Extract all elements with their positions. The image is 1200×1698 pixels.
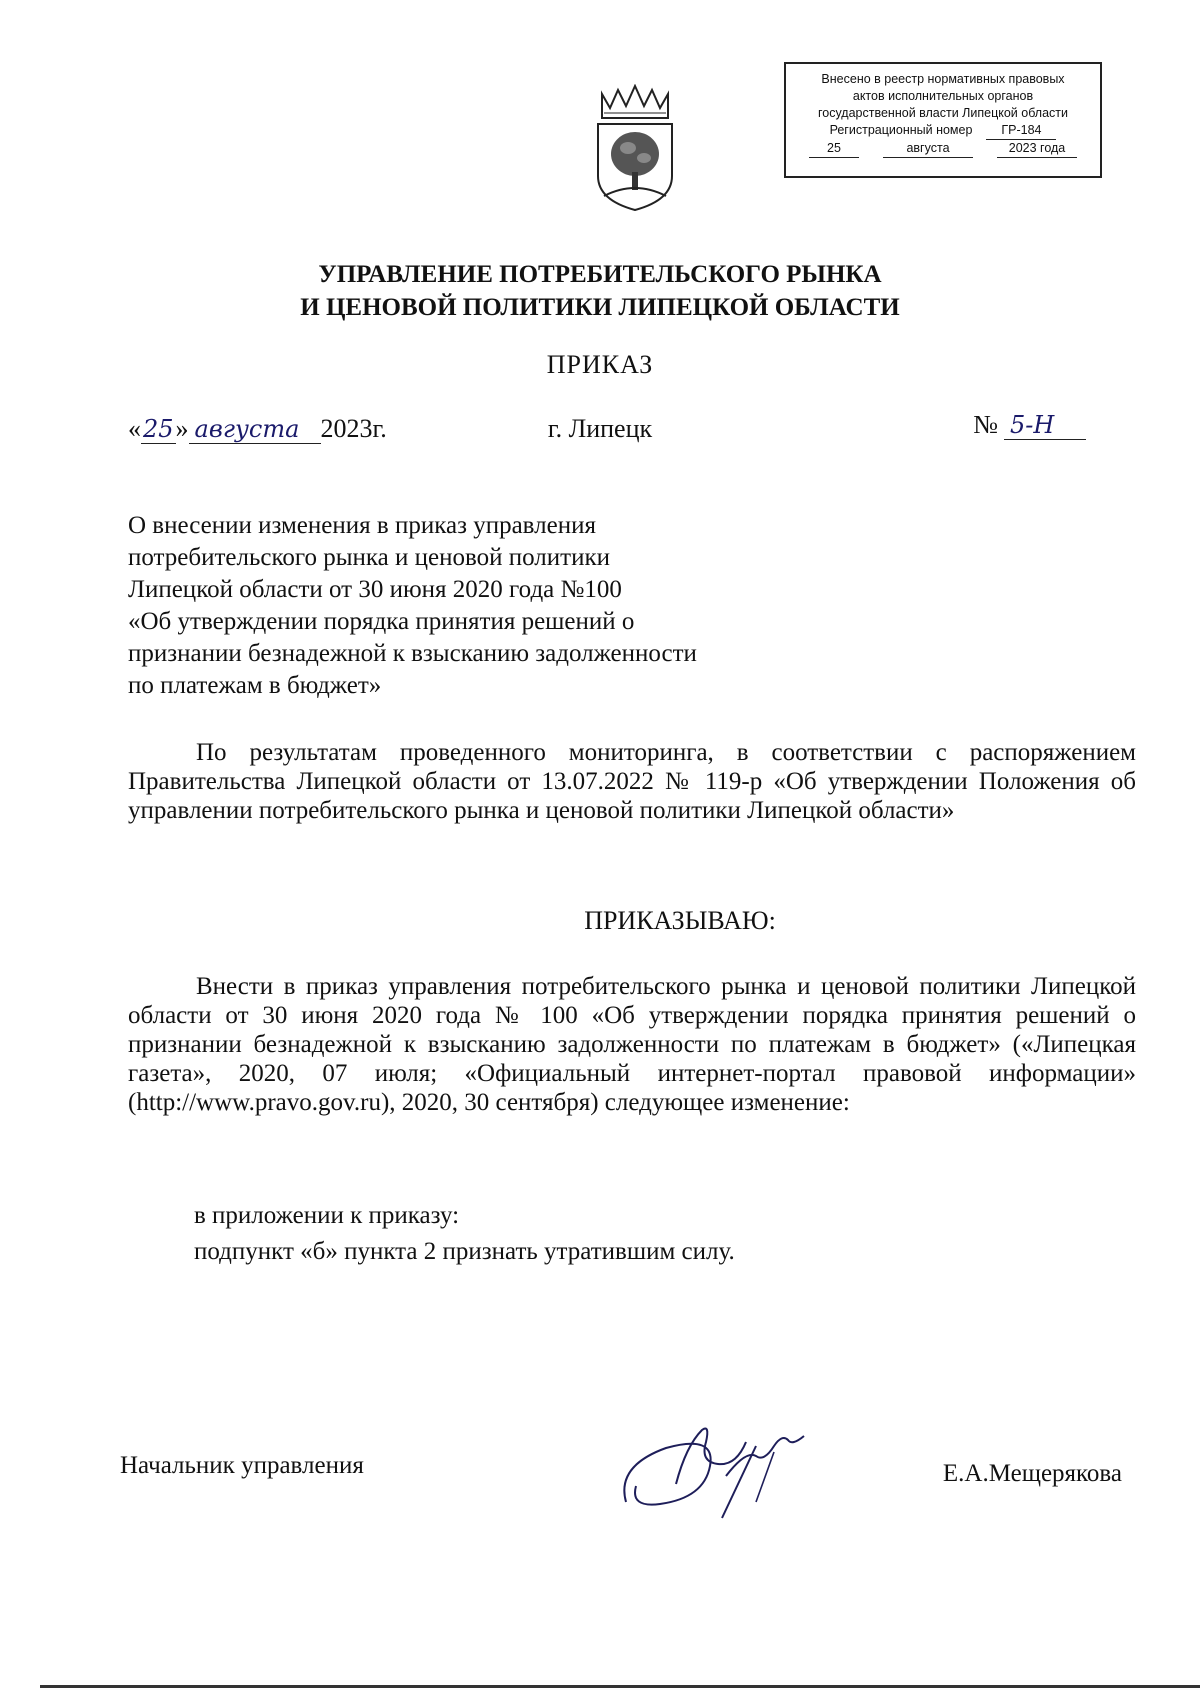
date-quote-close: » (175, 414, 189, 443)
number-label: № (973, 410, 998, 439)
registry-number-label: Регистрационный номер (829, 123, 973, 137)
handwritten-signature (606, 1406, 836, 1526)
registry-line-2: актов исполнительных органов (852, 89, 1034, 103)
organization-title (0, 258, 1200, 324)
registry-number: ГР-184 (986, 122, 1056, 140)
registry-day: 25 (809, 140, 859, 158)
appendix-change (194, 1198, 735, 1270)
registry-month: августа (883, 140, 973, 158)
subject-line-6: по платежам в бюджет» (128, 672, 382, 699)
document-type: ПРИКАЗ (546, 350, 654, 379)
subject-line-5: признании безнадежной к взысканию задолженности (128, 640, 697, 667)
date-day-handwritten: 25 (143, 415, 174, 443)
subject-line-3: Липецкой области от 30 июня 2020 года №100 (128, 576, 622, 603)
subject-line-4: «Об утверждении порядка принятия решений о (128, 608, 635, 635)
preamble-paragraph: По результатам проведенного мониторинга, в соответствии с распоряжением Правительства Липецкой области от 13.07.2022 № 119-р «Об утверждении Положения об управлении потребительского рынка и ценовой политики Липецкой области» (128, 739, 1136, 824)
subject-line-1: О внесении изменения в приказ управления (128, 512, 596, 539)
city: г. Липецк (547, 414, 653, 443)
org-title-line-2: И ЦЕНОВОЙ ПОЛИТИКИ ЛИПЕЦКОЙ ОБЛАСТИ (300, 294, 900, 321)
signer-position: Начальник управления (120, 1452, 364, 1479)
appendix-line-1: в приложении к приказу: (194, 1202, 460, 1229)
coat-of-arms-icon (590, 84, 680, 212)
registry-year: 2023 года (997, 140, 1077, 158)
date-month-handwritten: августа (189, 415, 321, 444)
registry-line-3: государственной власти Липецкой области (817, 106, 1069, 120)
registry-date-row (786, 140, 1100, 158)
org-title-line-1: УПРАВЛЕНИЕ ПОТРЕБИТЕЛЬСКОГО РЫНКА (318, 261, 882, 288)
scan-edge-line (40, 1685, 1200, 1688)
signer-name: Е.А.Мещерякова (942, 1460, 1122, 1487)
registry-line-1: Внесено в реестр нормативных правовых (821, 72, 1065, 86)
order-body-paragraph: Внести в приказ управления потребительского рынка и ценовой политики Липецкой области от 30 июня 2020 года № 100 «Об утверждении порядка принятия решений о признании безнадежной к взысканию задолженности по платежам в бюджет» («Липецкая газета», 2020, 07 июля; «Официальный интернет-портал правовой информации» (http://www.pravo.gov.ru), 2020, 30 сентября) следующее изменение: (128, 973, 1136, 1116)
registry-stamp (784, 62, 1102, 178)
order-directive: ПРИКАЗЫВАЮ: (584, 906, 776, 935)
appendix-line-2: подпункт «б» пункта 2 признать утратившим силу. (194, 1238, 735, 1265)
order-number (973, 410, 1086, 440)
registry-number-row (786, 122, 1100, 140)
subject-line-2: потребительского рынка и ценовой политики (128, 544, 610, 571)
number-handwritten: 5-Н (1004, 411, 1086, 440)
date-year: 2023г. (320, 414, 387, 443)
order-subject (128, 510, 788, 702)
date-quote-open: « (128, 414, 141, 443)
